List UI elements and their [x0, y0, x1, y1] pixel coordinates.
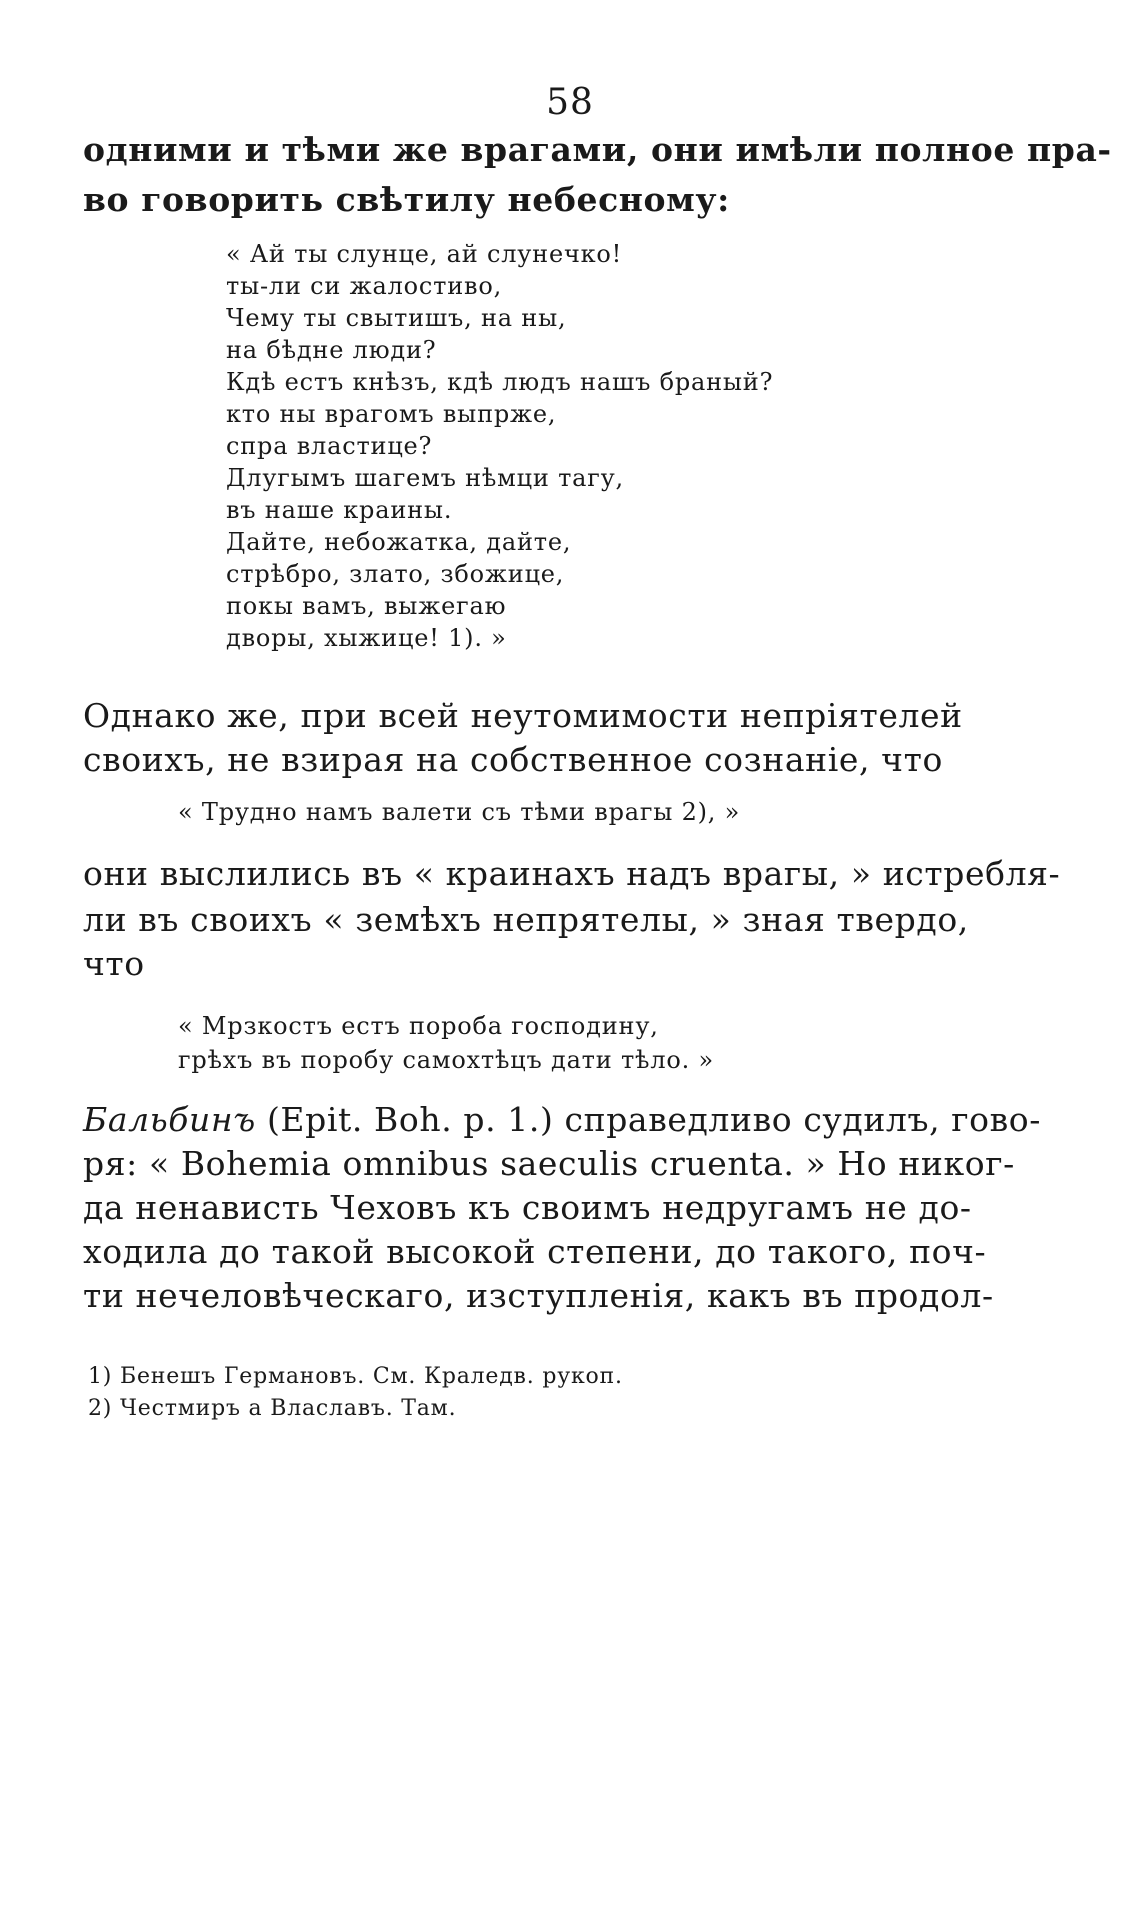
quotation-2-line-2: грѣхъ въ поробу самохтѣцъ дати тѣло. » — [178, 1046, 714, 1074]
verse-line: кто ны врагомъ выпрже, — [226, 400, 557, 428]
footnote-1: 1) Бенешъ Германовъ. См. Краледв. рукоп. — [88, 1364, 623, 1389]
paragraph-4-line: ти нечеловѣческаго, изступленія, какъ въ продол- — [83, 1276, 994, 1315]
paragraph-3-line-3: что — [83, 944, 145, 983]
verse-line: Длугымъ шагемъ нѣмци тагу, — [226, 464, 624, 492]
verse-line: Дайте, небожатка, дайте, — [226, 528, 572, 556]
footnote-2: 2) Честмиръ а Влаславъ. Там. — [88, 1396, 457, 1421]
verse-line: Кдѣ естъ кнѣзъ, кдѣ людъ нашъ браный? — [226, 368, 774, 396]
paragraph-4-line-1-rest: (Epit. Boh. p. 1.) справедливо судилъ, гово- — [266, 1100, 1042, 1139]
paragraph-4-line: ходила до такой высокой степени, до такого, поч- — [83, 1232, 987, 1271]
verse-line: стрѣбро, злато, збожице, — [226, 560, 565, 588]
verse-line: дворы, хыжице! 1). » — [226, 624, 507, 652]
verse-line: на бѣдне люди? — [226, 336, 437, 364]
verse-line: покы вамъ, выжегаю — [226, 592, 507, 620]
paragraph-1-line-1: одними и тѣми же врагами, они имѣли полное пра- — [83, 130, 1112, 169]
quotation-2-line-1: « Мрзкостъ естъ пороба господину, — [178, 1012, 659, 1040]
paragraph-3-line-2: ли въ своихъ « земѣхъ непрятелы, » зная твердо, — [83, 900, 969, 939]
paragraph-4-line-1 — [83, 1100, 1042, 1139]
verse-line: « Ай ты слунце, ай слунечко! — [226, 240, 623, 268]
verse-line: въ наше краины. — [226, 496, 453, 524]
paragraph-1-line-2: во говорить свѣтилу небесному: — [83, 180, 730, 219]
paragraph-2-line-2: своихъ, не взирая на собственное сознаніе, что — [83, 740, 943, 779]
verse-line: спра властице? — [226, 432, 433, 460]
paragraph-2-line-1: Однако же, при всей неутомимости непріятелей — [83, 696, 963, 735]
paragraph-3-line-1: они выслились въ « краинахъ надъ врагы, » истребля- — [83, 854, 1061, 893]
paragraph-4-line: ря: « Bohemia omnibus saeculis cruenta. » Но никог- — [83, 1144, 1015, 1183]
quotation-1: « Трудно намъ валети съ тѣми врагы 2), » — [178, 798, 741, 826]
page-number: 58 — [546, 82, 594, 123]
author-name: Бальбинъ — [83, 1100, 256, 1139]
verse-line: Чему ты свытишъ, на ны, — [226, 304, 567, 332]
verse-line: ты-ли си жалостиво, — [226, 272, 503, 300]
paragraph-4-line: да ненависть Чеховъ къ своимъ недругамъ не до- — [83, 1188, 972, 1227]
